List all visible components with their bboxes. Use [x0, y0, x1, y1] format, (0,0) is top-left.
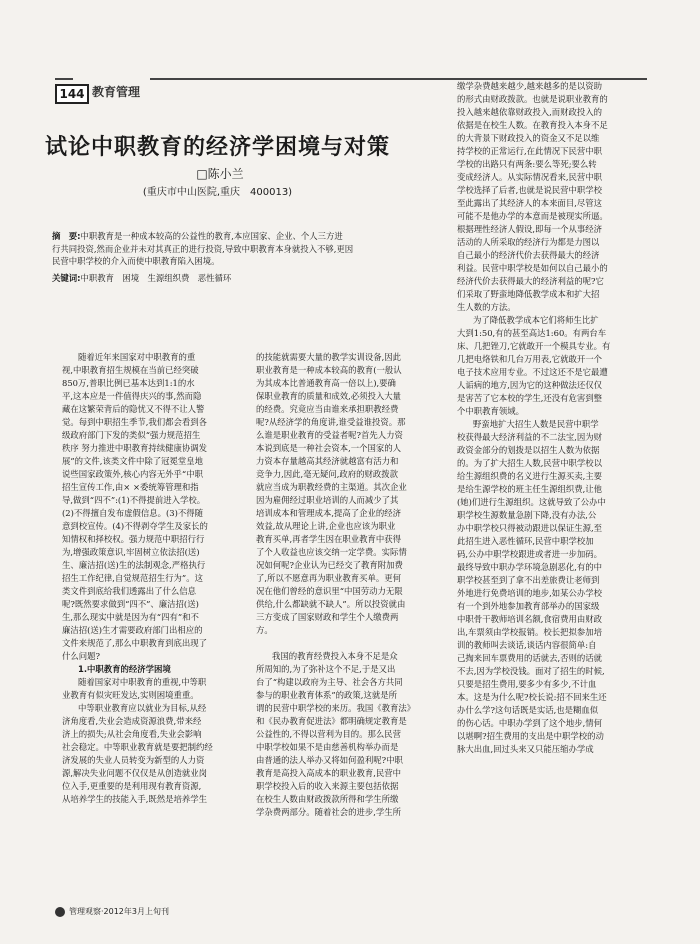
text-line: 生、廉洁招(送)生的法制观念,严格执行 [62, 560, 206, 570]
article-author: □陈小兰 [196, 167, 244, 181]
journal-logo-icon [55, 907, 65, 917]
text-line: 利益。民营中职学校是如何以自己最小的 [457, 263, 608, 273]
text-line: 我国的教育经费投入本身不足是众 [272, 651, 398, 661]
text-line: 本说到底是一种社会资本,一个国家的人 [256, 443, 402, 453]
text-line: 随着近年来国家对中职教育的重 [78, 352, 196, 362]
text-line: 的技能就需要大量的教学实训设备,因此 [256, 352, 402, 362]
text-line: 有一个到外地参加教育部举办的国家级 [457, 601, 600, 611]
text-line: 学校选择了后者,也就是说民营中职学校 [457, 185, 603, 195]
text-line: 大到1:50,有的甚至高达1:60。有两台车 [457, 328, 607, 338]
text-line: 效益,故从理论上讲,企业也应该为职业 [256, 521, 396, 531]
text-line: 力资本存量越高其经济就越富有活力和 [256, 456, 399, 466]
text-line: 只要是招生费用,要多少有多少,不计血 [457, 679, 597, 689]
text-line: 位入手,更重要的是利用现有教育资源, [62, 781, 202, 791]
text-line: 济上的损失;从社会角度看,失业会影响 [62, 729, 202, 739]
text-line: 给生源组织费的名义进行生源买卖,主要 [457, 471, 603, 481]
page-footer [55, 906, 169, 917]
text-line: 是给生源学校的班主任生源组织费,让他 [457, 484, 603, 494]
abstract-line: 民营中职学校的介入而使中职教育陷入困境。 [52, 256, 220, 267]
body-column-1 [62, 351, 242, 806]
text-line: 持学校的正常运行,在此情况下民营中职 [457, 146, 603, 156]
text-line: 级政府部门下发的类似“强力规范招生 [62, 430, 201, 440]
keywords-line [52, 272, 444, 285]
abstract-line: 行共同投资,然而企业并未对其真正的进行投资,导致中职教育本身就投入不够,更因 [52, 243, 354, 254]
text-line: 保职业教育的质量和成效,必须投入大量 [256, 391, 402, 401]
text-line: 办什么学?这句话既是实话,也是糊血似 [457, 705, 599, 715]
text-line: 的伤心话。中职办学到了这个地步,情何 [457, 718, 603, 728]
text-line: 床、几把锉刀,它就敢开一个模具专业。有 [457, 341, 611, 351]
text-line: 办中职学校只得被动跟进以保证生源,至 [457, 523, 603, 533]
text-line: 说些国家政策外,核心内容无外乎“中职 [62, 469, 203, 479]
text-line: 知情权和择校权。强力规范中职招行行 [62, 534, 205, 544]
body-column-3 [457, 80, 647, 756]
text-line: 的。为了扩大招生人数,民营中职学校以 [457, 458, 603, 468]
text-line: 至此露出了其经济人的本来面目,尽管这 [457, 198, 603, 208]
text-line: 教育是高投入高成本的职业教育,民营中 [256, 768, 402, 778]
text-line: 随着国家对中职教育的重视,中等职 [78, 677, 207, 687]
page-number: 144 [55, 84, 89, 104]
article-title: 试论中职教育的经济学困境与对策 [45, 134, 391, 160]
text-line: 生人数的方法。 [457, 302, 516, 312]
text-line: 意到校宣传。(4)不得剥夺学生及家长的 [62, 521, 208, 531]
text-line: 依据是在校生人数。在教育投入本身不足 [457, 120, 608, 130]
section-label: 教育管理 [92, 85, 141, 99]
text-line: 个中职教育领域。 [457, 406, 524, 416]
text-line: 方。 [256, 625, 273, 635]
text-line: 外地进行免费培训的地步,如某公办学校 [457, 588, 603, 598]
text-line: 的形式由财政拨款。也就是说职业教育的 [457, 94, 608, 104]
text-line: 所周知的,为了弥补这个不足,于是又出 [256, 664, 396, 674]
text-line: 了个人收益也应该交纳一定学费。实际情 [256, 547, 407, 557]
header-rule-left [55, 78, 73, 80]
text-line: 几把电烙铁和几台万用表,它就敢开一个 [457, 354, 603, 364]
text-line: 三方变成了国家财政和学生个人缴费两 [256, 612, 399, 622]
text-line: 台了“构建以政府为主导、社会各方共同 [256, 677, 403, 687]
text-line: 职业教育是一种成本较高的教育(一般认 [256, 365, 402, 375]
text-line: 脉大出血,回过头来又只能压缩办学成 [457, 744, 594, 754]
text-line: 投入越来越依靠财政投入,而财政投入的 [457, 107, 603, 117]
footer-text: 管理观察·2012年3月上旬刊 [69, 907, 169, 916]
text-line: 根据理性经济人假设,即每一个从事经济 [457, 224, 603, 234]
text-line: 最终导致中职办学环境急剧恶化,有的中 [457, 562, 603, 572]
text-line: 人诟病的地方,因为它的这种做法还仅仅 [457, 380, 603, 390]
text-line: 什么问题? [62, 651, 100, 661]
text-line: 自己最小的经济代价去获得最大的经济 [457, 250, 600, 260]
text-line: 己掏来回车票费用的话就去,否则的话就 [457, 653, 603, 663]
text-line: 本。这是为什么呢?校长说:招不回来生还 [457, 692, 607, 702]
text-line: 呢?既然要求做到“四不”、廉洁招(送) [62, 599, 199, 609]
text-line: 了,所以不愿意再为职业教育买单。更何 [256, 573, 402, 583]
text-line: 的经费。究竟应当由谁来承担职教经费 [256, 404, 399, 414]
text-line: 1.中职教育的经济学困境 [78, 664, 171, 674]
text-line: 平,这本应是一件值得庆兴的事,然而隐 [62, 391, 202, 401]
text-line: 此招生进入恶性循环,民营中职学校加 [457, 536, 594, 546]
text-line: 在校生人数由财政拨款所得和学生所缴 [256, 794, 399, 804]
text-line: 由普通的法人举办又将如何盈利呢?中职 [256, 755, 403, 765]
text-line: 文件来规范了,那么中职教育到底出现了 [62, 638, 208, 648]
text-line: 职学校投入后的收入来源主要包括依据 [256, 781, 399, 791]
text-line: 职学校甚至到了拿不出差旅费让老师到 [457, 575, 600, 585]
text-line: 中职骨干教师培训名额,食宿费用由财政 [457, 614, 603, 624]
text-line: 况如何呢?企业认为已经交了教育附加费 [256, 560, 403, 570]
abstract-block [52, 230, 444, 340]
text-line: 缴学杂费越来越少,越来越多的是以资助 [457, 81, 603, 91]
text-line: 培训成本和管理成本,提高了企业的经济 [256, 508, 402, 518]
text-line: 就应当成为职教经费的主渠道。其次企业 [256, 482, 407, 492]
text-line: 训的教师叫去谈话,谈话内容很简单:自 [457, 640, 597, 650]
text-line: 中等职业教育应以就业为目标,从经 [78, 703, 207, 713]
text-line: 可能不是他办学的本意而是被现实所逼。 [457, 211, 608, 221]
text-line: 社会稳定。中等职业教育就是要把制约经 [62, 742, 213, 752]
text-line: 野蛮地扩大招生人数是民营中职学 [473, 419, 599, 429]
text-line: 政资金部分的划拨是以招生人数为依据 [457, 445, 600, 455]
text-line: 的大背景下财政投入的资金又不足以维 [457, 133, 600, 143]
text-line: 秩序 努力推进中职教育持续健康协调发 [62, 443, 208, 453]
text-line: 为了降低教学成本它们将师生比扩 [473, 315, 599, 325]
text-line: 变成经济人。从实际情况看来,民营中职 [457, 172, 603, 182]
text-line: 职学校生源数量急剧下降,没有办法,公 [457, 510, 597, 520]
body-column-2 [256, 351, 441, 819]
text-line: 学校的出路只有两条:要么等死;要么转 [457, 159, 597, 169]
text-line: 源,解决失业问题不仅仅是从创造就业岗 [62, 768, 208, 778]
text-line: 觉。每到中职招生季节,我们都会看到各 [62, 417, 208, 427]
text-line: 况在他们曾经的意识里“中国劳动力无限 [256, 586, 403, 596]
abstract-label: 摘 要: [52, 231, 81, 241]
text-line: 为其成本比普通教育高一倍以上),要确 [256, 378, 396, 388]
text-line: 谓的民营中职学校的来历。我国《教育法》 [256, 703, 416, 713]
text-line: 为,增强政策意识,牢固树立依法招(送) [62, 547, 200, 557]
text-line: 生,那么现实中就是因为有“四有”和不 [62, 612, 199, 622]
text-line: 类文件到底给我们透露出了什么信息 [62, 586, 196, 596]
text-line: 活动的人所采取的经济行为都是力图以 [457, 237, 600, 247]
text-line: 导,做到“四不”:(1)不得提前进入学校。 [62, 495, 206, 505]
abstract-line: 摘 要:中职教育是一种成本较高的公益性的教育,本应国家、企业、个人三方进 [52, 231, 343, 241]
text-line: 校获得最大经济利益的不二法宝,因为财 [457, 432, 603, 442]
text-line: (她)们进行生源组织。这就导致了公办中 [457, 497, 606, 507]
article-affiliation: (重庆市中山医院,重庆 400013) [142, 187, 293, 198]
text-line [256, 637, 441, 650]
text-line: 招生宣传工作,由× ×委统筹管理和指 [62, 482, 199, 492]
text-line: 经济代价去获得最大的经济利益的呢?它 [457, 276, 604, 286]
text-line: 招生工作纪律,自觉规范招生行为”。这 [62, 573, 203, 583]
text-line: 供给,什么都缺就不缺人”。所以投资就由 [256, 599, 406, 609]
text-line: 么谁是职业教育的受益者呢?首先人力资 [256, 430, 403, 440]
text-line: (2)不得擅自发布虚假信息。(3)不得随 [62, 508, 203, 518]
text-line: 中职学校如果不是由慈善机构举办而是 [256, 742, 399, 752]
text-line: 济发展的失业人员转变为新型的人力资 [62, 755, 205, 765]
text-line: 850万,普职比例已基本达到1:1的水 [62, 378, 195, 388]
text-line: 以堪啊?招生费用的支出是中职学校的动 [457, 731, 604, 741]
keywords-text: 中职教育 困境 生源组织费 恶性循环 [80, 272, 232, 283]
text-line: 藏在这繁荣背后的隐忧又不得不让人警 [62, 404, 205, 414]
text-line: 廉洁招(送)生才需要政府部门出相应的 [62, 625, 203, 635]
keywords-label: 关键词: [52, 272, 81, 283]
text-line: 是害苦了它本校的学生,还没有危害到整 [457, 393, 603, 403]
text-line: 学杂费两部分。随着社会的进步,学生所 [256, 807, 402, 817]
text-line: 电子技术应用专业。不过这还不是它最遭 [457, 367, 608, 377]
text-line: 展”的文件,该类文件中除了冠冕堂皇地 [62, 456, 203, 466]
text-line: 公益性的,不得以营利为目的。那么民营 [256, 729, 402, 739]
text-line: 业教育有似灾旺发达,实则困境重重。 [62, 690, 199, 700]
text-line: 码,公办中职学校跟进或者进一步加码。 [457, 549, 603, 559]
text-line: 不去,因为学校没钱。面对了招生的时候, [457, 666, 605, 676]
text-line: 教育买单,再者学生因在职业教育中获得 [256, 534, 402, 544]
text-line: 和《民办教育促进法》都明确规定教育是 [256, 716, 407, 726]
text-line: 济角度看,失业会造成资源浪费,带来经 [62, 716, 202, 726]
text-line: 视,中职教育招生规模在当前已经突破 [62, 365, 199, 375]
text-line: 们采取了野蛮地降低教学成本和扩大招 [457, 289, 600, 299]
text-line: 参与的职业教育体系”的政策,这就是所 [256, 690, 397, 700]
text-line: 竞争力,因此,毫无疑问,政府的财政拨款 [256, 469, 398, 479]
text-line: 出,车票须由学校报销。校长把拟参加培 [457, 627, 603, 637]
text-line: 呢?从经济学的角度讲,谁受益谁投资。那 [256, 417, 406, 427]
text-line: 从培养学生的技能入手,既然是培养学生 [62, 794, 208, 804]
text-line: 因为雇佣经过职业培训的人而减少了其 [256, 495, 399, 505]
